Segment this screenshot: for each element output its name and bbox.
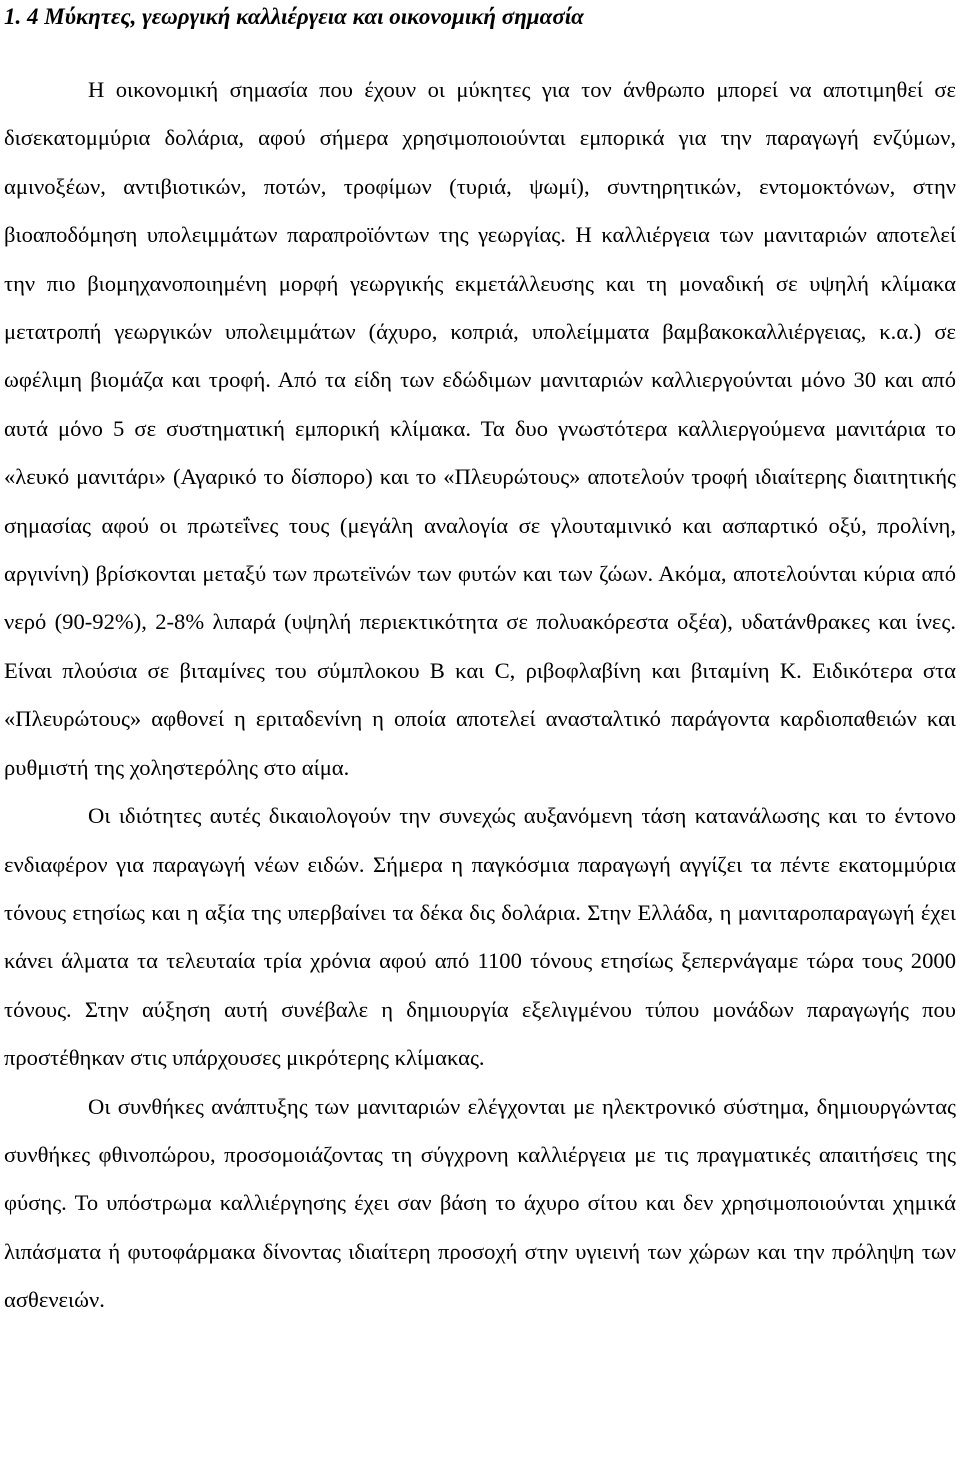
- section-heading: 1. 4 Μύκητες, γεωργική καλλιέργεια και οικονομική σημασία: [4, 4, 584, 29]
- paragraph-cultivation-conditions: Οι συνθήκες ανάπτυξης των μανιταριών ελέγχονται με ηλεκτρονικό σύστημα, δημιουργώντας συνθήκες φθινοπώρου, προσομοιάζοντας τη σύγχρονη καλλιέργεια με τις πραγματικές απαιτήσεις της φύσης. Το υπόστρωμα καλλιέργησης έχει σαν βάση το άχυρο σίτου και δεν χρησιμοποιούνται χημικά λιπάσματα ή φυτοφάρμακα δίνοντας ιδιαίτερη προσοχή στην υγιεινή των χώρων και την πρόληψη των ασθενειών.: [4, 1093, 956, 1313]
- paragraph-consumption-production: Οι ιδιότητες αυτές δικαιολογούν την συνεχώς αυξανόμενη τάση κατανάλωσης και το έντονο ενδιαφέρον για παραγωγή νέων ειδών. Σήμερα η παγκόσμια παραγωγή αγγίζει τα πέντε εκατομμύρια τόνους ετησίως και η αξία της υπερβαίνει τα δέκα δις δολάρια. Στην Ελλάδα, η μανιταροπαραγωγή έχει κάνει άλματα τα τελευταία τρία χρόνια αφού από 1100 τόνους ετησίως ξεπερνάγαμε τώρα τους 2000 τόνους. Στην αύξηση αυτή συνέβαλε η δημιουργία εξελιγμένου τύπου μονάδων παραγωγής που προστέθηκαν στις υπάρχουσες μικρότερης κλίμακας.: [4, 803, 956, 1071]
- document-page: [4, 0, 956, 1325]
- paragraph-economic-importance: Η οικονομική σημασία που έχουν οι μύκητες για τον άνθρωπο μπορεί να αποτιμηθεί σε δισεκατομμύρια δολάρια, αφού σήμερα χρησιμοποιούνται εμπορικά για την παραγωγή ενζύμων, αμινοξέων, αντιβιοτικών, ποτών, τροφίμων (τυριά, ψωμί), συντηρητικών, εντομοκτόνων, στην βιοαποδόμηση υπολειμμάτων παραπροϊόντων της γεωργίας. Η καλλιέργεια των μανιταριών αποτελεί την πιο βιομηχανοποιημένη μορφή γεωργικής εκμετάλλευσης και τη μοναδική σε υψηλή κλίμακα μετατροπή γεωργικών υπολειμμάτων (άχυρο, κοπριά, υπολείμματα βαμβακοκαλλιέργειας, κ.α.) σε ωφέλιμη βιομάζα και τροφή. Από τα είδη των εδώδιμων μανιταριών καλλιεργούνται μόνο 30 και από αυτά μόνο 5 σε συστηματική εμπορική κλίμακα. Τα δυο γνωστότερα καλλιεργούμενα μανιτάρια το «λευκό μανιτάρι» (Αγαρικό το δίσπορο) και το «Πλευρώτους» αποτελούν τροφή ιδιαίτερης διαιτητικής σημασίας αφού οι πρωτεΐνες τους (μεγάλη αναλογία σε γλουταμινικό και ασπαρτικό οξύ, προλίνη, αργινίνη) βρίσκονται μεταξύ των πρωτεϊνών των φυτών και των ζώων. Ακόμα, αποτελούνται κύρια από νερό (90-92%), 2-8% λιπαρά (υψηλή περιεκτικότητα σε πολυακόρεστα οξέα), υδατάνθρακες και ίνες. Είναι πλούσια σε βιταμίνες του σύμπλοκου Β και C, ριβοφλαβίνη και βιταμίνη Κ. Ειδικότερα στα «Πλευρώτους» αφθονεί η εριταδενίνη η οποία αποτελεί ανασταλτικό παράγοντα καρδιοπαθειών και ρυθμιστή της χοληστερόλης στο αίμα.: [4, 77, 956, 780]
